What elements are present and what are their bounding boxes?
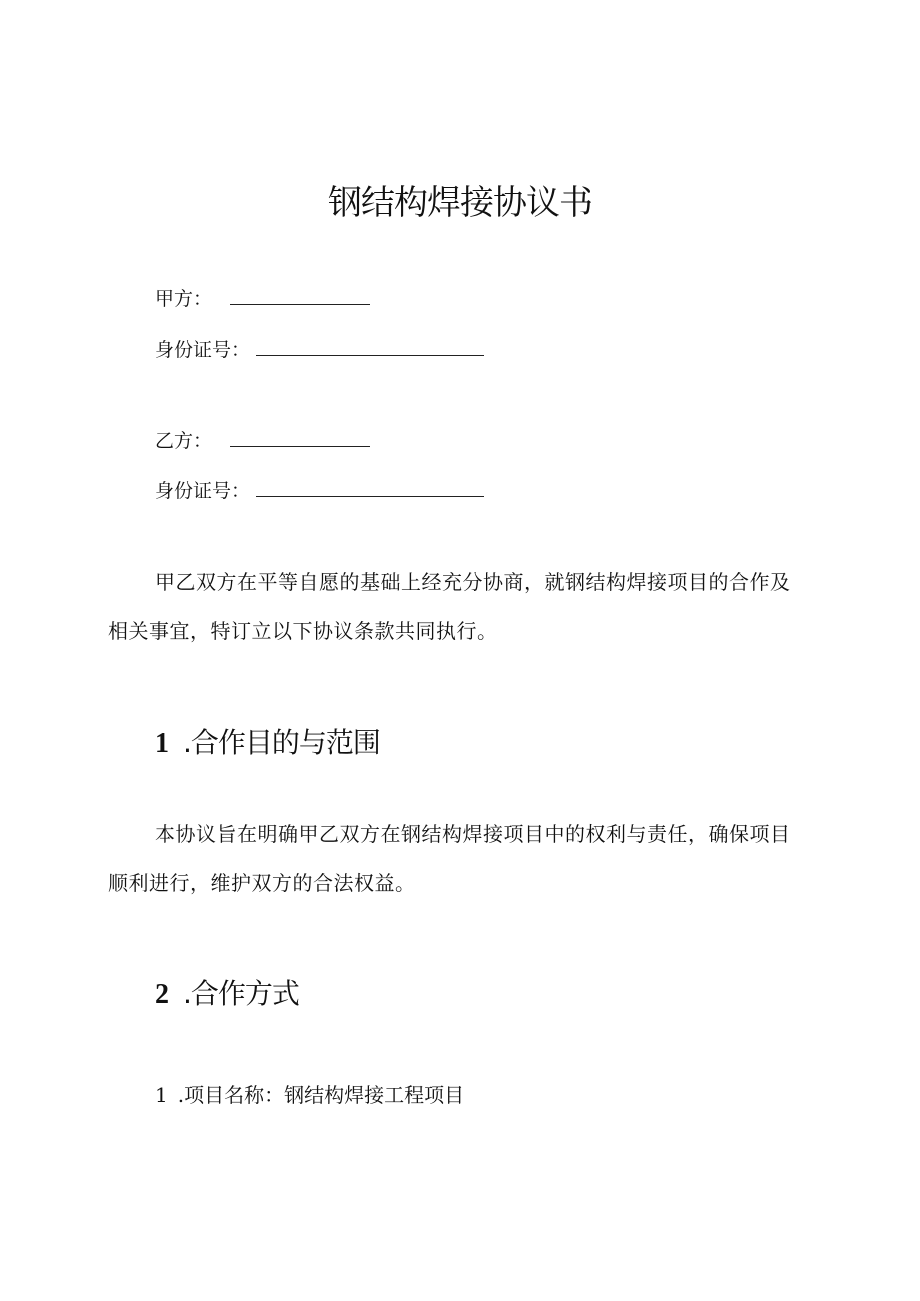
section-1-body: 本协议旨在明确甲乙双方在钢结构焊接项目中的权利与责任，确保项目顺利进行，维护双方的合法权益。: [108, 822, 791, 895]
party-b-label: 乙方：: [155, 430, 213, 452]
intro-paragraph: 甲乙双方在平等自愿的基础上经充分协商，就钢结构焊接项目的合作及相关事宜，特订立以下协议条款共同执行。: [108, 570, 791, 643]
party-a-id-blank: [256, 337, 484, 356]
section-2-item-1: [155, 1082, 464, 1108]
party-a-id-field: [155, 337, 484, 362]
section-2-heading: [155, 977, 299, 1012]
section-2-title: .合作方式: [183, 977, 299, 1010]
party-a-blank: [230, 286, 370, 305]
party-a-field: [155, 286, 370, 311]
party-b-blank: [230, 428, 370, 447]
item-text: .项目名称：钢结构焊接工程项目: [177, 1083, 465, 1107]
section-2-number: 2: [155, 979, 169, 1010]
party-b-id-label: 身份证号：: [155, 480, 251, 502]
party-b-field: [155, 428, 370, 453]
document-title: 钢结构焊接协议书: [328, 183, 592, 223]
party-b-id-blank: [256, 478, 484, 497]
section-1-number: 1: [155, 728, 169, 759]
item-number: 1: [155, 1083, 168, 1107]
party-a-id-label: 身份证号：: [155, 339, 251, 361]
party-b-id-field: [155, 478, 484, 503]
party-a-label: 甲方：: [155, 288, 213, 310]
section-1-title: .合作目的与范围: [183, 726, 380, 759]
section-1-heading: [155, 726, 380, 761]
